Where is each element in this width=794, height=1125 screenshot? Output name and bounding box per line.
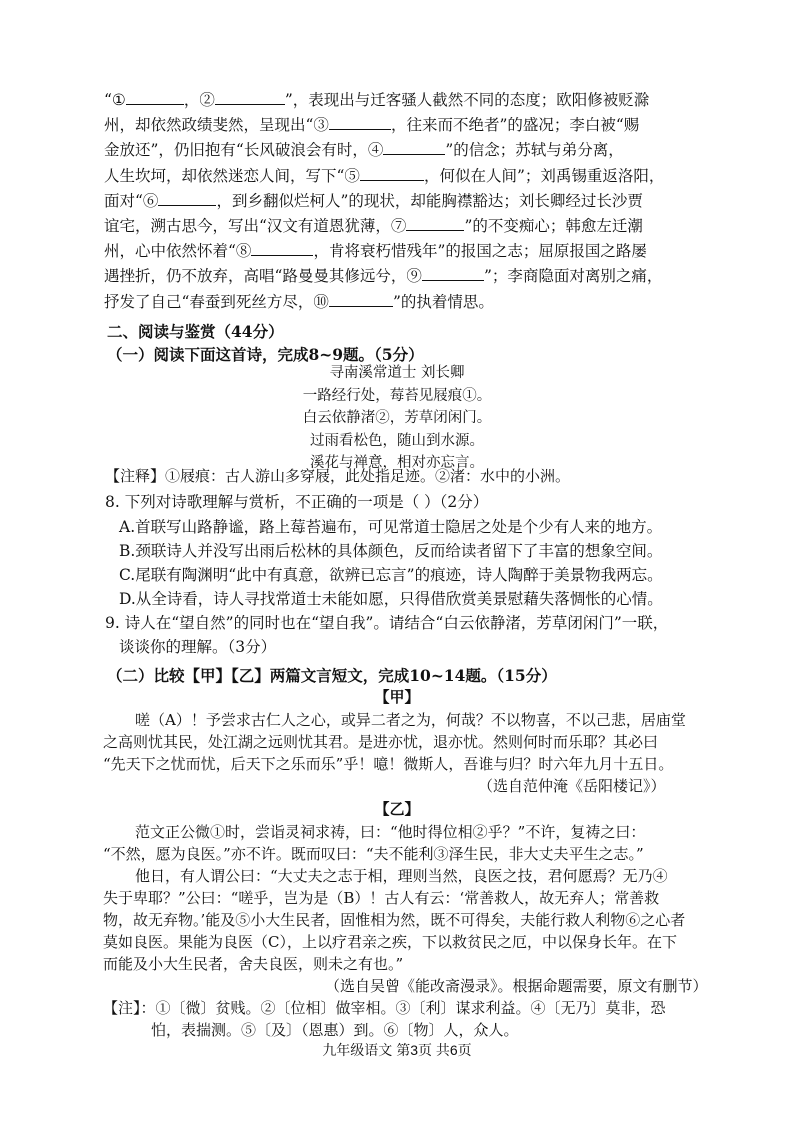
fill-in-paragraph <box>104 88 724 315</box>
answer-blank-3[interactable] <box>329 115 391 130</box>
fill-line-7 <box>104 239 724 264</box>
fill-line-6 <box>104 214 724 239</box>
poem-line: 过雨看松色，随山到水源。 <box>310 432 484 449</box>
question-8: 8. 下列对诗歌理解与赏析，不正确的一项是（ ）（2分） <box>105 493 489 511</box>
jia-line: “先天下之忧而忧，后天下之乐而乐”乎！噫！微斯人，吾谁与归？时六年九月十五日。 <box>103 755 674 773</box>
page-footer: 九年级语文 第3页 共6页 <box>322 1042 472 1058</box>
notes-line: 怕，表揣测。⑤〔及〕（恩惠）到。⑥〔物〕人，众人。 <box>151 1021 519 1039</box>
answer-blank-5[interactable] <box>360 166 424 181</box>
fill-line-5 <box>104 189 724 214</box>
yi-line: 莫如良医。果能为良医（C），上以疗君亲之疾，下以救贫民之厄，中以保身长年。在下 <box>103 933 677 951</box>
poem-note: 【注释】①屐痕：古人游山多穿屐，此处指足迹。②渚：水中的小洲。 <box>105 467 571 485</box>
fill-text: ，肯将衰朽惜残年”的报国之志；屈原报国之路屡 <box>313 242 647 261</box>
q8-option-d[interactable]: D.从全诗看，诗人寻找常道士未能如愿，只得借欣赏美景慰藉失落惆怅的心情。 <box>119 590 663 608</box>
fill-text: ，何似在人间”；刘禹锡重返洛阳， <box>423 166 665 185</box>
fill-line-1 <box>104 88 724 113</box>
subsection-2-heading: （二）比较【甲】【乙】两篇文言短文，完成10~14题。（15分） <box>107 666 557 685</box>
yi-line: “不然，愿为良医。”亦不许。既而叹曰：“夫不能利③泽生民，非大丈夫平生之志。” <box>103 845 644 863</box>
answer-blank-2[interactable] <box>215 90 285 105</box>
poem-line: 白云依静渚②，芳草闭闲门。 <box>302 410 492 426</box>
fill-text: ”；李商隐面对离别之痛， <box>483 267 663 286</box>
question-9-cont: 谈谈你的理解。（3分） <box>119 638 277 656</box>
notes-line: 【注】：①〔微〕贫贱。②〔位相〕做宰相。③〔利〕谋求利益。④〔无乃〕莫非，恐 <box>103 999 666 1017</box>
jia-source: （选自范仲淹《岳阳楼记》） <box>478 777 666 795</box>
yi-label: 【乙】 <box>374 800 420 818</box>
jia-line: 嗟（A）！予尝求古仁人之心，或异二者之为，何哉？不以物喜，不以己悲，居庙堂 <box>135 711 686 729</box>
yi-line: 失于卑耶？”公曰：“嗟乎，岂为是（B）！古人有云：‘常善救人，故无弃人；常善救 <box>103 889 660 907</box>
yi-line: 物，故无弃物。’能及⑤小大生民者，固惟相为然，既不可得矣，夫能行救人利物⑥之心者 <box>103 911 686 929</box>
fill-line-3 <box>104 138 724 163</box>
fill-text: 抒发了自己“春蚕到死丝方尽，⑩ <box>104 292 329 311</box>
fill-text: 谊宅，溯古思今，写出“汉文有道恩犹薄，⑦ <box>104 217 407 236</box>
yi-line: 范文正公微①时，尝诣灵祠求祷，曰：“他时得位相②乎？”不许，复祷之曰： <box>135 823 646 841</box>
poem-line: 一路经行处，莓苔见屐痕①。 <box>302 387 492 404</box>
fill-text: ”的不变痴心；韩愈左迁潮 <box>464 217 643 236</box>
yi-line: 他日，有人谓公曰：“大丈夫之志于相，理则当然，良医之技，君何愿焉？无乃④ <box>135 867 668 885</box>
q8-option-c[interactable]: C.尾联有陶渊明“此中有真意，欲辨已忘言”的痕迹，诗人陶醉于美景物我两忘。 <box>119 566 663 584</box>
answer-blank-1[interactable] <box>126 90 184 105</box>
fill-line-2 <box>104 113 724 138</box>
fill-line-4 <box>104 164 724 189</box>
jia-line: 之高则忧其民，处江湖之远则忧其君。是进亦忧，退亦忧。然则何时而乐耶？其必曰 <box>103 733 659 751</box>
answer-blank-7[interactable] <box>406 216 464 231</box>
poem-line: 溪花与禅意，相对亦忘言。 <box>310 455 484 471</box>
answer-blank-8[interactable] <box>251 241 313 256</box>
fill-text: ”，表现出与迁客骚人截然不同的态度；欧阳修被贬滁 <box>284 91 650 109</box>
fill-text: ，往来而不绝者”的盛况；李白被“赐 <box>390 116 640 135</box>
fill-line-9 <box>104 290 724 315</box>
fill-text: 金放还”，仍旧抱有“长风破浪会有时，④ <box>104 141 384 160</box>
fill-text: 遇挫折，仍不放弃，高唱“路曼曼其修远兮，⑨ <box>104 267 422 286</box>
section-heading: 二、阅读与鉴赏（44分） <box>107 322 284 341</box>
q8-option-a[interactable]: A.首联写山路静谧，路上莓苔遍布，可见常道士隐居之处是个少有人来的地方。 <box>119 518 663 536</box>
answer-blank-10[interactable] <box>329 292 393 307</box>
fill-text: ”的执着情思。 <box>392 292 494 311</box>
answer-blank-9[interactable] <box>422 266 484 281</box>
q8-option-b[interactable]: B.颈联诗人并没写出雨后松林的具体颜色，反而给读者留下了丰富的想象空间。 <box>119 542 663 560</box>
poem-title: 寻南溪常道士 刘长卿 <box>329 365 465 381</box>
fill-text: 人生坎坷，却依然迷恋人间，写下“⑤ <box>104 166 360 185</box>
fill-text: “① <box>104 91 126 109</box>
fill-line-8 <box>104 264 724 289</box>
jia-label: 【甲】 <box>374 688 420 706</box>
yi-source: （选自吴曾《能改斋漫录》。根据命题需要，原文有删节） <box>325 977 708 995</box>
subsection-1-heading: （一）阅读下面这首诗，完成8~9题。（5分） <box>107 345 424 364</box>
fill-text: ”的信念；苏轼与弟分离， <box>445 141 624 160</box>
yi-line: 而能及小大生民者，舍夫良医，则未之有也。” <box>103 955 404 973</box>
fill-text: 面对“⑥ <box>104 191 159 210</box>
poem <box>0 361 794 474</box>
fill-text: ，到乡翻似烂柯人”的现状，却能胸襟豁达；刘长卿经过长沙贾 <box>216 191 643 210</box>
fill-text: ，② <box>183 91 215 109</box>
answer-blank-6[interactable] <box>158 191 216 206</box>
fill-text: 州，心中依然怀着“⑧ <box>104 242 252 261</box>
question-9: 9. 诗人在“望自然”的同时也在“望自我”。请结合“白云依静渚，芳草闭闲门”一联， <box>105 614 669 632</box>
fill-text: 州，却依然政绩斐然，呈现出“③ <box>104 116 329 135</box>
answer-blank-4[interactable] <box>383 140 445 155</box>
